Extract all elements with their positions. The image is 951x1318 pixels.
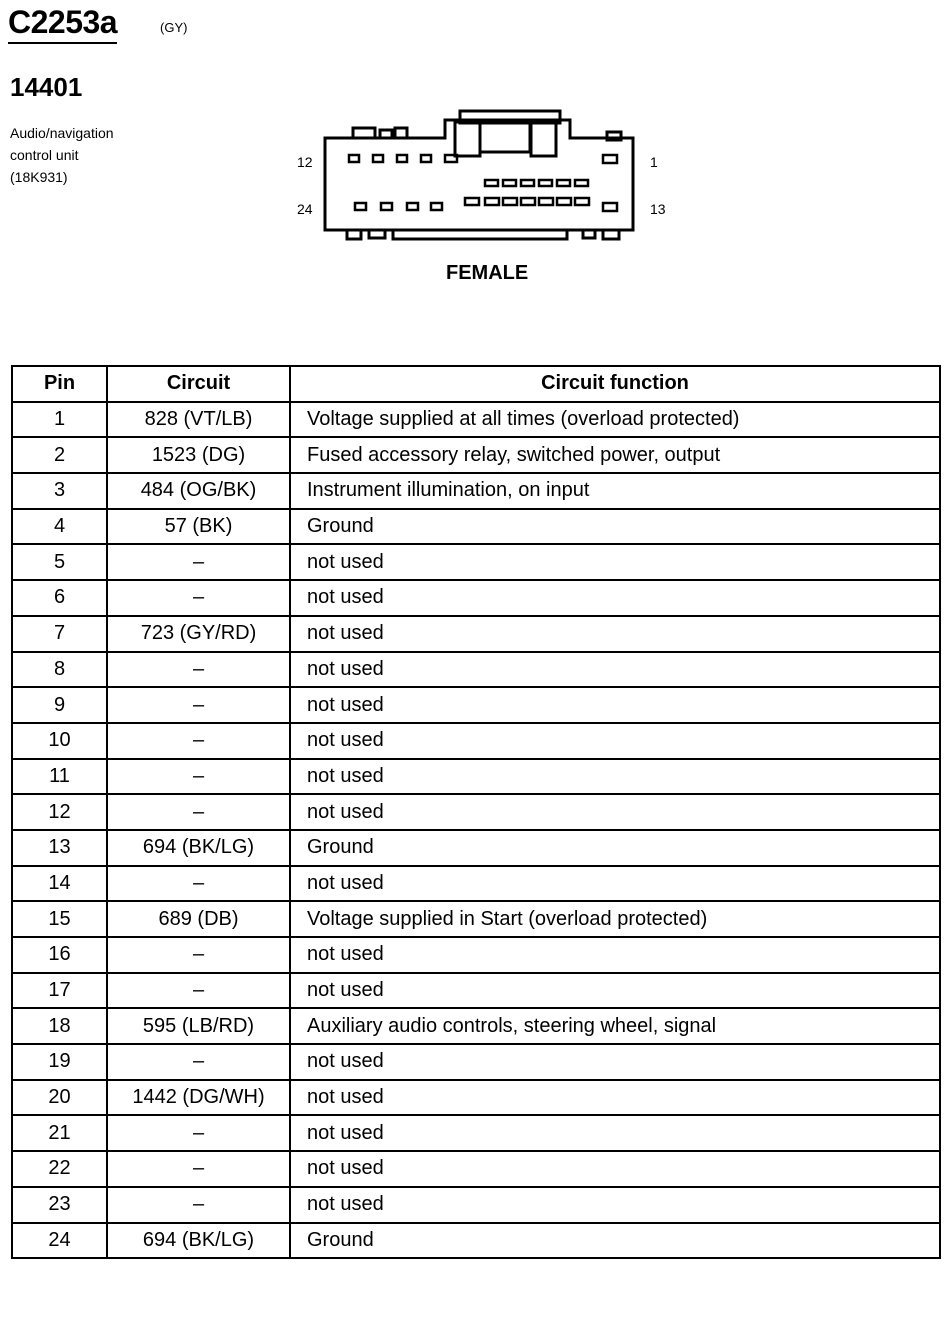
pin-number: 3: [12, 473, 107, 509]
circuit-code: –: [107, 794, 290, 830]
table-row: [12, 1115, 940, 1151]
pin-table: [11, 365, 941, 1259]
pin-number: 24: [12, 1223, 107, 1259]
pin-cavity: [407, 203, 418, 210]
circuit-function: not used: [290, 866, 940, 902]
table-row: [12, 937, 940, 973]
circuit-code: 57 (BK): [107, 509, 290, 545]
pin-number: 9: [12, 687, 107, 723]
circuit-code: –: [107, 1044, 290, 1080]
circuit-code: 723 (GY/RD): [107, 616, 290, 652]
circuit-function: Fused accessory relay, switched power, output: [290, 437, 940, 473]
circuit-code: –: [107, 687, 290, 723]
pin-cavity: [603, 203, 617, 211]
description-line: Audio/navigation: [10, 125, 114, 141]
circuit-function: not used: [290, 616, 940, 652]
table-row: [12, 652, 940, 688]
color-code: (GY): [160, 20, 188, 35]
column-header-function: Circuit function: [290, 366, 940, 402]
pin-label-1: 1: [650, 154, 658, 170]
circuit-function: not used: [290, 1151, 940, 1187]
pin-cavity: [539, 180, 552, 186]
table-row: [12, 402, 940, 438]
table-row: [12, 830, 940, 866]
table-row: [12, 1008, 940, 1044]
pin-cavity: [575, 198, 589, 205]
pin-number: 16: [12, 937, 107, 973]
pin-cavity: [381, 203, 392, 210]
pin-cavity: [521, 198, 535, 205]
pin-number: 6: [12, 580, 107, 616]
pin-number: 15: [12, 901, 107, 937]
circuit-function: not used: [290, 937, 940, 973]
connector-gender: FEMALE: [446, 262, 529, 284]
pin-number: 5: [12, 544, 107, 580]
circuit-code: 828 (VT/LB): [107, 402, 290, 438]
pin-number: 10: [12, 723, 107, 759]
table-row: [12, 1187, 940, 1223]
pin-cavity: [503, 180, 516, 186]
pin-cavity: [575, 180, 588, 186]
connector-face-diagram: [295, 108, 685, 248]
circuit-function: not used: [290, 759, 940, 795]
pin-cavity: [445, 155, 457, 162]
table-row: [12, 1044, 940, 1080]
circuit-code: –: [107, 723, 290, 759]
pin-cavity: [485, 180, 498, 186]
circuit-function: not used: [290, 652, 940, 688]
pin-number: 21: [12, 1115, 107, 1151]
table-row: [12, 616, 940, 652]
pin-cavity: [557, 180, 570, 186]
circuit-code: 595 (LB/RD): [107, 1008, 290, 1044]
circuit-function: not used: [290, 973, 940, 1009]
table-row: [12, 1223, 940, 1259]
circuit-function: not used: [290, 544, 940, 580]
pin-cavity: [373, 155, 383, 162]
pin-number: 23: [12, 1187, 107, 1223]
pin-number: 20: [12, 1080, 107, 1116]
circuit-code: 1442 (DG/WH): [107, 1080, 290, 1116]
circuit-code: –: [107, 937, 290, 973]
pin-label-12: 12: [297, 154, 313, 170]
table-row: [12, 580, 940, 616]
pin-number: 2: [12, 437, 107, 473]
pin-label-13: 13: [650, 201, 666, 217]
circuit-code: –: [107, 759, 290, 795]
circuit-code: –: [107, 1151, 290, 1187]
table-row: [12, 723, 940, 759]
circuit-function: Voltage supplied at all times (overload protected): [290, 402, 940, 438]
pin-cavity: [539, 198, 553, 205]
column-header-pin: Pin: [12, 366, 107, 402]
circuit-function: not used: [290, 687, 940, 723]
pin-cavity: [355, 203, 366, 210]
table-header-row: [12, 366, 940, 402]
circuit-code: –: [107, 580, 290, 616]
table-row: [12, 759, 940, 795]
circuit-function: not used: [290, 580, 940, 616]
circuit-code: –: [107, 652, 290, 688]
pin-label-24: 24: [297, 201, 313, 217]
part-number: 14401: [10, 72, 83, 102]
pin-number: 17: [12, 973, 107, 1009]
circuit-code: 694 (BK/LG): [107, 1223, 290, 1259]
pin-number: 4: [12, 509, 107, 545]
pin-cavity: [603, 155, 617, 163]
pin-cavity: [397, 155, 407, 162]
circuit-function: not used: [290, 1187, 940, 1223]
pin-cavity: [421, 155, 431, 162]
table-row: [12, 794, 940, 830]
pin-number: 18: [12, 1008, 107, 1044]
circuit-code: –: [107, 1115, 290, 1151]
column-header-circuit: Circuit: [107, 366, 290, 402]
table-row: [12, 437, 940, 473]
circuit-function: Auxiliary audio controls, steering wheel, signal: [290, 1008, 940, 1044]
circuit-function: not used: [290, 1044, 940, 1080]
circuit-function: not used: [290, 1115, 940, 1151]
connector-id: C2253a: [8, 4, 117, 44]
circuit-function: not used: [290, 1080, 940, 1116]
circuit-function: Instrument illumination, on input: [290, 473, 940, 509]
circuit-function: Voltage supplied in Start (overload protected): [290, 901, 940, 937]
description-line: control unit: [10, 147, 79, 163]
pin-number: 14: [12, 866, 107, 902]
circuit-code: 694 (BK/LG): [107, 830, 290, 866]
circuit-code: –: [107, 1187, 290, 1223]
table-row: [12, 473, 940, 509]
circuit-code: 484 (OG/BK): [107, 473, 290, 509]
circuit-code: 689 (DB): [107, 901, 290, 937]
circuit-function: Ground: [290, 509, 940, 545]
table-row: [12, 544, 940, 580]
pin-number: 22: [12, 1151, 107, 1187]
table-row: [12, 1151, 940, 1187]
pin-number: 1: [12, 402, 107, 438]
table-row: [12, 509, 940, 545]
pin-cavity: [557, 198, 571, 205]
circuit-function: Ground: [290, 830, 940, 866]
pin-cavity: [349, 155, 359, 162]
pin-cavity: [503, 198, 517, 205]
pin-cavity: [465, 198, 479, 205]
pin-number: 12: [12, 794, 107, 830]
table-row: [12, 866, 940, 902]
pin-number: 13: [12, 830, 107, 866]
circuit-function: not used: [290, 723, 940, 759]
pin-number: 19: [12, 1044, 107, 1080]
circuit-function: not used: [290, 794, 940, 830]
circuit-function: Ground: [290, 1223, 940, 1259]
circuit-code: –: [107, 973, 290, 1009]
table-row: [12, 901, 940, 937]
pin-cavity: [521, 180, 534, 186]
circuit-code: –: [107, 866, 290, 902]
component-description: [10, 122, 114, 188]
table-row: [12, 1080, 940, 1116]
circuit-code: –: [107, 544, 290, 580]
circuit-code: 1523 (DG): [107, 437, 290, 473]
pin-number: 8: [12, 652, 107, 688]
pin-cavity: [431, 203, 442, 210]
pin-number: 7: [12, 616, 107, 652]
table-row: [12, 687, 940, 723]
pin-cavity: [485, 198, 499, 205]
pin-number: 11: [12, 759, 107, 795]
table-row: [12, 973, 940, 1009]
description-line: (18K931): [10, 169, 68, 185]
pin-rows: [12, 402, 940, 1259]
